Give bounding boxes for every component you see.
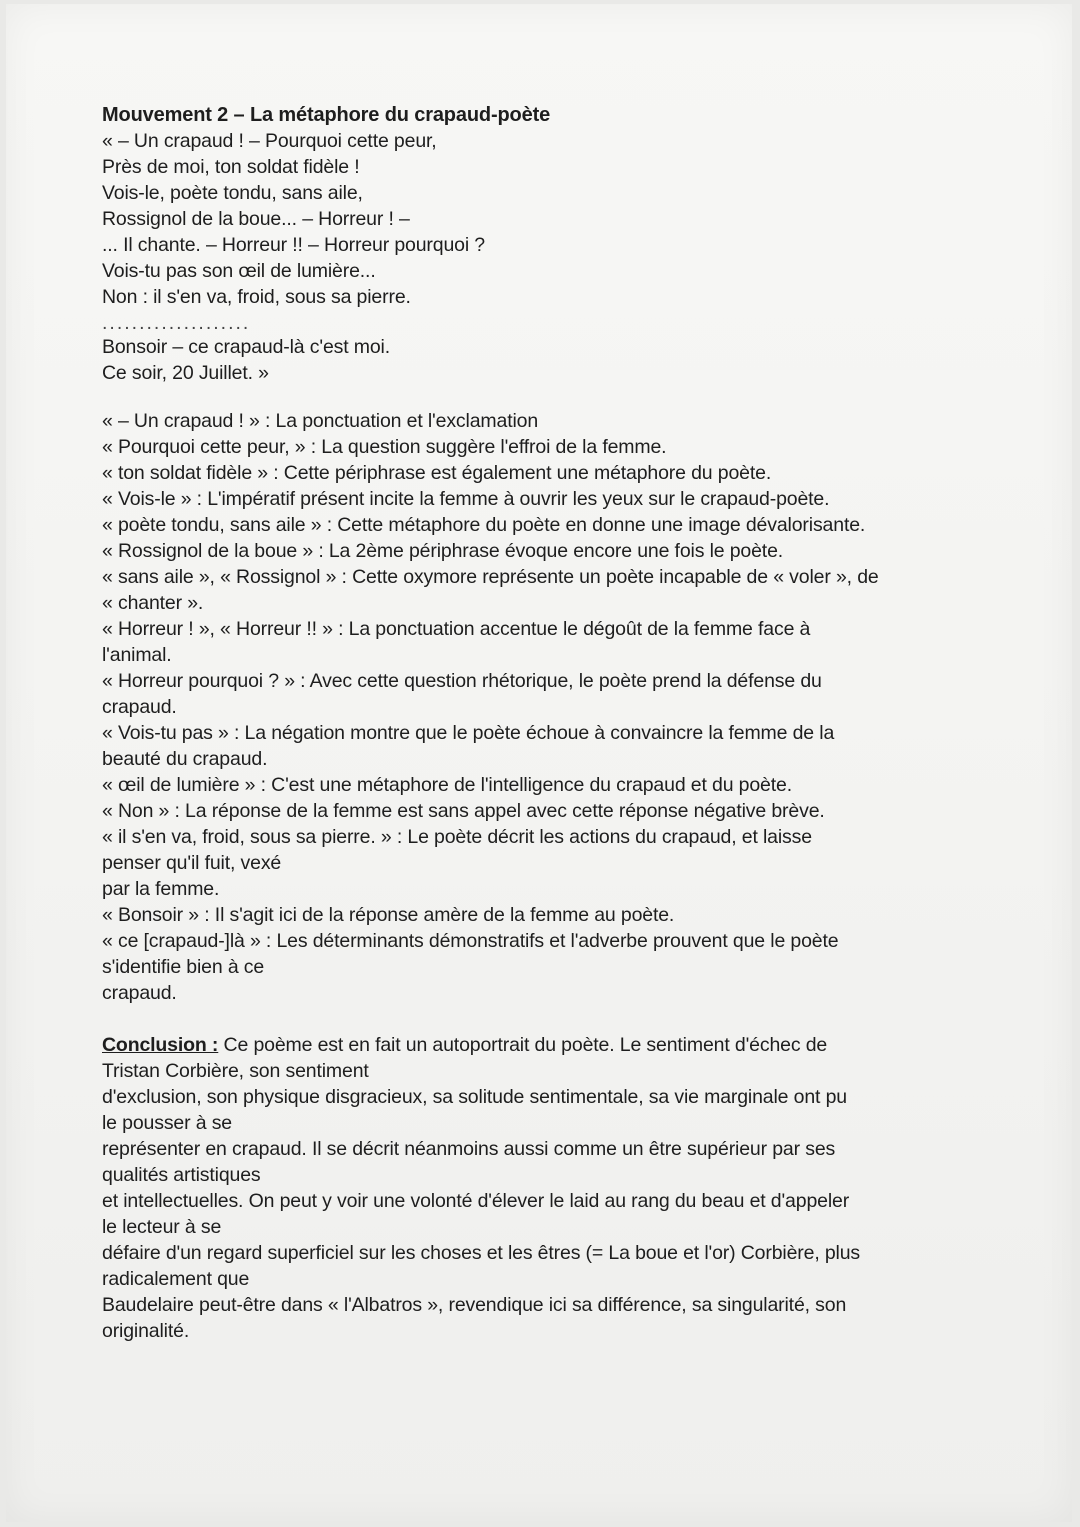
conclusion — [102, 1032, 982, 1344]
poem-line: Bonsoir – ce crapaud-là c'est moi. — [102, 336, 391, 358]
analysis-line: crapaud. — [102, 982, 177, 1004]
analysis-line: « il s'en va, froid, sous sa pierre. » : Le poète décrit les actions du crapaud, et laisse — [102, 826, 812, 848]
conclusion-line: originalité. — [102, 1320, 190, 1342]
poem-line: « – Un crapaud ! – Pourquoi cette peur, — [102, 130, 437, 152]
poem-line: Vois-le, poète tondu, sans aile, — [102, 182, 363, 204]
analysis-line: « poète tondu, sans aile » : Cette métaphore du poète en donne une image dévalorisante. — [102, 514, 866, 536]
analysis-line: l'animal. — [102, 644, 172, 666]
analysis-line: « ton soldat fidèle » : Cette périphrase est également une métaphore du poète. — [102, 462, 772, 484]
analysis-line: par la femme. — [102, 878, 220, 900]
ellipsis-separator: .................... — [102, 312, 251, 334]
analysis-list — [102, 408, 982, 1006]
analysis-line: penser qu'il fuit, vexé — [102, 852, 282, 874]
conclusion-line: Tristan Corbière, son sentiment — [102, 1060, 369, 1082]
analysis-line: « ce [crapaud-]là » : Les déterminants démonstratifs et l'adverbe prouvent que le poète — [102, 930, 839, 952]
analysis-line: « Rossignol de la boue » : La 2ème périphrase évoque encore une fois le poète. — [102, 540, 784, 562]
conclusion-label: Conclusion : — [102, 1034, 219, 1056]
poem-line: Vois-tu pas son œil de lumière... — [102, 260, 376, 282]
analysis-line: crapaud. — [102, 696, 177, 718]
analysis-line: « œil de lumière » : C'est une métaphore de l'intelligence du crapaud et du poète. — [102, 774, 792, 796]
analysis-line: « Pourquoi cette peur, » : La question suggère l'effroi de la femme. — [102, 436, 667, 458]
conclusion-text: Ce poème est en fait un autoportrait du poète. Le sentiment d'échec de — [218, 1034, 828, 1056]
section-title: Mouvement 2 – La métaphore du crapaud-poète — [102, 104, 551, 126]
analysis-line: « Horreur ! », « Horreur !! » : La ponctuation accentue le dégoût de la femme face à — [102, 618, 811, 640]
poem-line: Près de moi, ton soldat fidèle ! — [102, 156, 360, 178]
analysis-line: « Non » : La réponse de la femme est sans appel avec cette réponse négative brève. — [102, 800, 825, 822]
poem-line: Rossignol de la boue... – Horreur ! – — [102, 208, 410, 230]
analysis-line: « – Un crapaud ! » : La ponctuation et l'exclamation — [102, 410, 539, 432]
conclusion-line: qualités artistiques — [102, 1164, 261, 1186]
conclusion-line: défaire d'un regard superficiel sur les choses et les êtres (= La boue et l'or) Corbière, plus — [102, 1242, 861, 1264]
analysis-line: « Horreur pourquoi ? » : Avec cette question rhétorique, le poète prend la défense du — [102, 670, 822, 692]
conclusion-line: représenter en crapaud. Il se décrit néanmoins aussi comme un être supérieur par ses — [102, 1138, 836, 1160]
analysis-line: « sans aile », « Rossignol » : Cette oxymore représente un poète incapable de « voler », de — [102, 566, 879, 588]
poem-line: Non : il s'en va, froid, sous sa pierre. — [102, 286, 411, 308]
conclusion-line: le pousser à se — [102, 1112, 232, 1134]
analysis-line: « Bonsoir » : Il s'agit ici de la réponse amère de la femme au poète. — [102, 904, 675, 926]
conclusion-line: Baudelaire peut-être dans « l'Albatros », revendique ici sa différence, sa singularité, son — [102, 1294, 847, 1316]
poem-line: ... Il chante. – Horreur !! – Horreur pourquoi ? — [102, 234, 485, 256]
analysis-line: « Vois-le » : L'impératif présent incite la femme à ouvrir les yeux sur le crapaud-poète. — [102, 488, 830, 510]
conclusion-line: d'exclusion, son physique disgracieux, sa solitude sentimentale, sa vie marginale ont pu — [102, 1086, 847, 1108]
conclusion-line: radicalement que — [102, 1268, 250, 1290]
analysis-line: « Vois-tu pas » : La négation montre que le poète échoue à convaincre la femme de la — [102, 722, 835, 744]
poem-ending — [102, 334, 982, 386]
conclusion-line: et intellectuelles. On peut y voir une volonté d'élever le laid au rang du beau et d'appeler — [102, 1190, 850, 1212]
analysis-line: « chanter ». — [102, 592, 204, 614]
conclusion-line: le lecteur à se — [102, 1216, 222, 1238]
poem-line: Ce soir, 20 Juillet. » — [102, 362, 269, 384]
analysis-line: beauté du crapaud. — [102, 748, 268, 770]
document-body — [102, 102, 982, 1344]
conclusion-first-line — [102, 1032, 982, 1058]
analysis-line: s'identifie bien à ce — [102, 956, 265, 978]
scanned-page — [6, 4, 1072, 1522]
poem-excerpt — [102, 128, 982, 310]
